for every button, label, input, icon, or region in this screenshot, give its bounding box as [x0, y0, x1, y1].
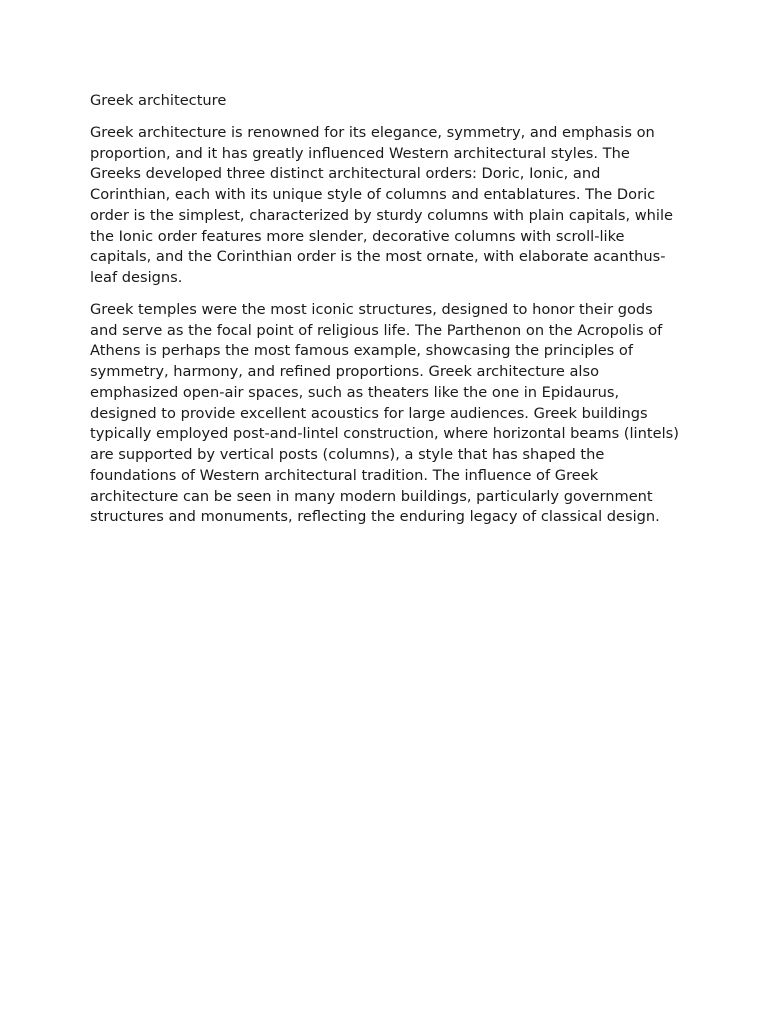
paragraph-2: Greek temples were the most iconic structures, designed to honor their gods and serve as the focal point of religious life. The Parthenon on the Acropolis of Athens is perhaps the most famous example, showcasing the principles of symmetry, harmony, and refined proportions. Greek architecture also emphasized open-air spaces, such as theaters like the one in Epidaurus, designed to provide excellent acoustics for large audiences. Greek buildings typically employed post-and-lintel construction, where horizontal beams (lintels) are supported by vertical posts (columns), a style that has shaped the foundations of Western architectural tradition. The influence of Greek architecture can be seen in many modern buildings, particularly government structures and monuments, reflecting the enduring legacy of classical design. — [90, 300, 679, 526]
document-page — [90, 91, 680, 539]
document-title: Greek architecture — [90, 92, 227, 109]
paragraph-1: Greek architecture is renowned for its elegance, symmetry, and emphasis on proportion, and it has greatly influenced Western architectural styles. The Greeks developed three distinct architectural orders: Doric, Ionic, and Corinthian, each with its unique style of columns and entablatures. The Doric order is the simplest, characterized by sturdy columns with plain capitals, while the Ionic order features more slender, decorative columns with scroll-like capitals, and the Corinthian order is the most ornate, with elaborate acanthus-leaf designs. — [90, 123, 674, 286]
